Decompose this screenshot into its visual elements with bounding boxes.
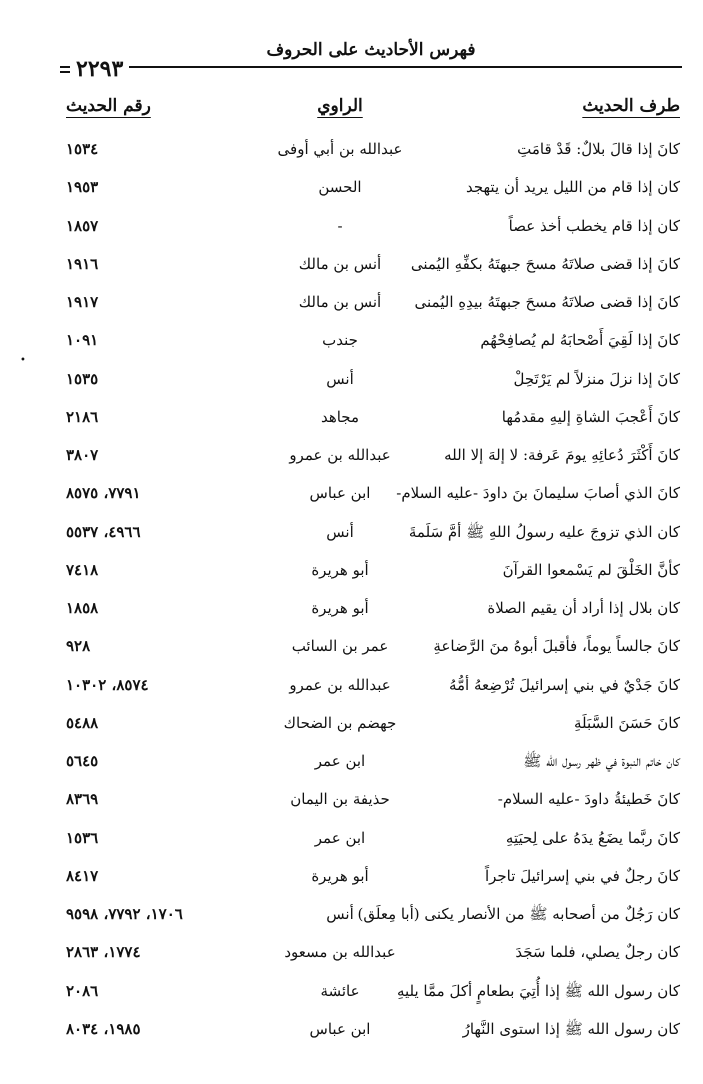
hadith-text: كانَ أَكْثَرَ دُعائِهِ يومَ عَرفة: لا إلهَ إلا الله (444, 446, 680, 464)
narrator-name: أنس بن مالك (298, 293, 382, 311)
narrator-name: عبدالله بن عمرو (289, 675, 391, 694)
narrator-name: أبو هريرة (311, 866, 369, 885)
hadith-number: ١٧٠٦، ٧٧٩٢، ٩٥٩٨ (66, 905, 183, 923)
hadith-number: ١٧٧٤، ٢٨٦٣ (66, 943, 141, 962)
header-title: فهرس الأحاديث على الحروف (266, 40, 476, 60)
hadith-text: كان رجلٌ يصلي، فلما سَجَدَ (515, 943, 680, 962)
hadith-text: كان خاتم النبوة في ظهر رسول الله ﷺ (523, 752, 680, 770)
narrator-name: مجاهد (320, 407, 360, 426)
margin-dot: • (20, 355, 26, 366)
column-header-hadith: طرف الحديث (582, 96, 680, 116)
table-row (40, 823, 680, 861)
hadith-number: ٧٤١٨ (66, 560, 99, 579)
narrator-name: عمر بن السائب (291, 637, 389, 656)
hadith-number: ٩٢٨ (66, 637, 91, 656)
hadith-text: كانَ إذا قالَ بلالٌ: قَدْ قامَتِ (517, 140, 680, 158)
table-row (40, 631, 680, 669)
narrator-name: ابن عمر (314, 828, 366, 847)
hadith-number: ٢٠٨٦ (66, 981, 99, 1000)
running-header (60, 40, 682, 80)
table-row (40, 172, 680, 210)
table-row (40, 746, 680, 784)
hadith-text: كانَ إذا نزلَ منزلاً لم يَرْتَحِلْ (513, 369, 680, 388)
hadith-text: كانَ إذا لَقِيَ أَصْحابَهُ لم يُصافِحْهُم (480, 331, 680, 350)
narrator-name: أنس بن مالك (298, 254, 382, 273)
hadith-text: كانَ جَدْيٌ في بني إسرائيلَ تُرْضِعهُ أمُّهُ (448, 675, 680, 694)
narrator-name: أبو هريرة (311, 560, 369, 579)
hadith-text: كان إذا قام يخطب أخذ عصاً (508, 216, 680, 235)
hadith-number: ١٨٥٨ (66, 599, 99, 617)
hadith-number: ٨٣٦٩ (66, 790, 99, 809)
page-number: ٢٢٩٣ (70, 56, 129, 82)
hadith-number: ٧٧٩١، ٨٥٧٥ (66, 484, 141, 503)
table-row (40, 899, 680, 937)
narrator-name: الحسن (318, 178, 362, 197)
hadith-number: ١٨٥٧ (66, 216, 99, 235)
table-row (40, 287, 680, 325)
table-row (40, 478, 680, 516)
hadith-number: ٢١٨٦ (66, 407, 99, 426)
hadith-number: ١٩١٧ (66, 293, 99, 311)
column-headers (40, 96, 680, 126)
table-row (40, 134, 680, 172)
hadith-index-table (40, 134, 680, 1052)
table-row (40, 670, 680, 708)
hadith-number: ٥٦٤٥ (66, 752, 99, 770)
hadith-text: كان بلال إذا أراد أن يقيم الصلاة (487, 599, 680, 617)
hadith-text: كانَ إذا قضى صلاتَهُ مسحَ جبهتَهُ بكفِّهِ اليُمنى (410, 254, 680, 273)
column-header-number: رقم الحديث (66, 96, 151, 116)
narrator-name: - (337, 216, 343, 235)
hadith-text: كانَ رجلٌ في بني إسرائيلَ تاجراً (484, 866, 680, 885)
hadith-number: ٤٩٦٦، ٥٥٣٧ (66, 522, 141, 541)
hadith-number: ١٩٥٣ (66, 178, 99, 197)
table-row (40, 364, 680, 402)
narrator-name: ابن عباس (309, 484, 371, 503)
narrator-name: جندب (322, 331, 358, 350)
table-row (40, 708, 680, 746)
table-row (40, 440, 680, 478)
hadith-text: كانَ خَطيئةُ داودَ -عليه السلام- (497, 790, 680, 809)
table-row (40, 937, 680, 975)
table-row (40, 211, 680, 249)
header-rule (60, 66, 682, 68)
hadith-number: ١٠٩١ (66, 331, 99, 350)
hadith-number: ١٩١٦ (66, 254, 99, 273)
table-row (40, 249, 680, 287)
table-row (40, 976, 680, 1014)
narrator-name: ابن عباس (309, 1019, 371, 1038)
hadith-text: كانَ ربَّما يضَعُ يدَهُ على لِحيَتِهِ (505, 828, 680, 847)
table-row (40, 517, 680, 555)
hadith-text: كان رسول الله ﷺ إذا استوى النَّهارُ (462, 1019, 680, 1038)
table-row (40, 593, 680, 631)
hadith-number: ٨٤١٧ (66, 866, 99, 885)
hadith-text: كانَ جالساً يوماً، فأقبلَ أبوهُ منَ الرَّضاعةِ (433, 637, 680, 656)
table-row (40, 861, 680, 899)
hadith-number: ٣٨٠٧ (66, 446, 99, 464)
table-row (40, 402, 680, 440)
hadith-number: ١٥٣٥ (66, 369, 99, 388)
hadith-text: كانَ حَسَنَ السَّبَلَةِ (574, 713, 680, 732)
narrator-name: أبو هريرة (311, 599, 369, 617)
narrator-name: حذيفة بن اليمان (290, 790, 390, 809)
hadith-text: كأنَّ الخَلْقَ لم يَسْمعوا القرآنَ (502, 560, 680, 579)
narrator-name: جهضم بن الضحاك (283, 713, 397, 732)
hadith-number: ١٥٣٤ (66, 140, 99, 158)
hadith-text: كانَ الذي أصابَ سليمانَ بنَ داودَ -عليه السلام- (396, 484, 680, 503)
table-row (40, 555, 680, 593)
table-row (40, 784, 680, 822)
hadith-number: ٥٤٨٨ (66, 713, 99, 732)
column-header-narrator: الراوي (317, 96, 363, 116)
narrator-name: عبدالله بن مسعود (284, 943, 396, 962)
hadith-text: كانَ أَعْجبَ الشاةِ إليهِ مقدمُها (501, 407, 680, 426)
narrator-name: أنس (326, 369, 354, 388)
hadith-text: كان رسول الله ﷺ إذا أُتِيَ بطعامٍ أكلَ ممَّا يليهِ (396, 981, 680, 1000)
hadith-text: كانَ إذا قضى صلاتَهُ مسحَ جبهتَهُ بيدِهِ اليُمنى (414, 293, 680, 311)
table-row (40, 325, 680, 363)
hadith-text: كان رَجُلٌ من أصحابه ﷺ من الأنصار يكنى (أبا مِعلَق) (357, 905, 680, 923)
hadith-number: ٨٥٧٤، ١٠٣٠٢ (66, 675, 149, 694)
narrator-name: أنس (326, 522, 354, 541)
narrator-name: عبدالله بن عمرو (289, 446, 391, 464)
hadith-text: كان إذا قام من الليل يريد أن يتهجد (465, 178, 680, 197)
hadith-text: كان الذي تزوجَ عليه رسولُ اللهِ ﷺ أمَّ سَلَمةَ (408, 522, 680, 541)
table-row (40, 1014, 680, 1052)
hadith-number: ١٩٨٥، ٨٠٣٤ (66, 1019, 141, 1038)
narrator-name: عائشة (320, 981, 360, 1000)
narrator-name: ابن عمر (314, 752, 366, 770)
narrator-name: عبدالله بن أبي أوفى (277, 140, 403, 158)
narrator-name: أنس (326, 905, 354, 923)
hadith-number: ١٥٣٦ (66, 828, 99, 847)
